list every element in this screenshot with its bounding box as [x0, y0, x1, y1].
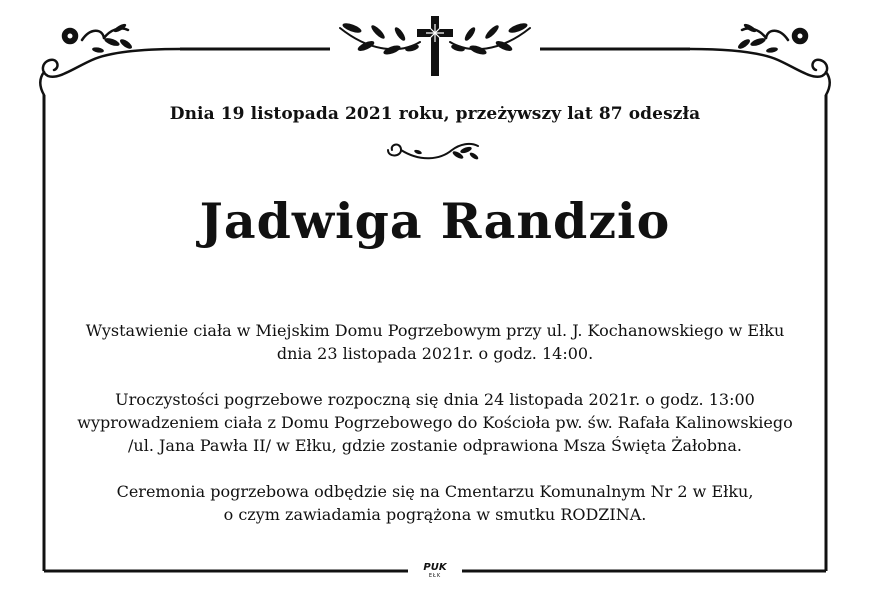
text-line: Ceremonia pogrzebowa odbędzie się na Cmentarzu Komunalnym Nr 2 w Ełku,	[116, 482, 754, 501]
text-line: Wystawienie ciała w Miejskim Domu Pogrzebowym przy ul. J. Kochanowskiego w Ełku	[85, 321, 785, 340]
burial-paragraph	[40, 480, 830, 526]
ceremony-paragraph	[40, 388, 830, 457]
deceased-name: Jadwiga Randzio	[199, 192, 671, 250]
funeral-details	[40, 319, 830, 549]
text-line: dnia 23 listopada 2021r. o godz. 14:00.	[276, 344, 594, 363]
viewing-paragraph	[40, 319, 830, 365]
puk-logo	[418, 563, 452, 579]
logo-name: PUK	[423, 562, 447, 573]
leaf-swirl-icon	[388, 144, 479, 161]
logo-city: EŁK	[428, 573, 442, 579]
corner-ornament-right-icon	[690, 22, 830, 95]
corner-ornament-left-icon	[40, 22, 180, 95]
text-line: wyprowadzeniem ciała z Domu Pogrzebowego do Kościoła pw. św. Rafała Kalinowskiego	[77, 413, 793, 432]
text-line: /ul. Jana Pawła II/ w Ełku, gdzie zostanie odprawiona Msza Święta Żałobna.	[128, 436, 742, 455]
text-line: o czym zawiadamia pogrążona w smutku RODZINA.	[223, 505, 647, 524]
cross-icon	[417, 16, 453, 76]
text-line: Uroczystości pogrzebowe rozpoczną się dnia 24 listopada 2021r. o godz. 13:00	[115, 390, 755, 409]
death-date-heading: Dnia 19 listopada 2021 roku, przeżywszy lat 87 odeszła	[169, 104, 701, 124]
